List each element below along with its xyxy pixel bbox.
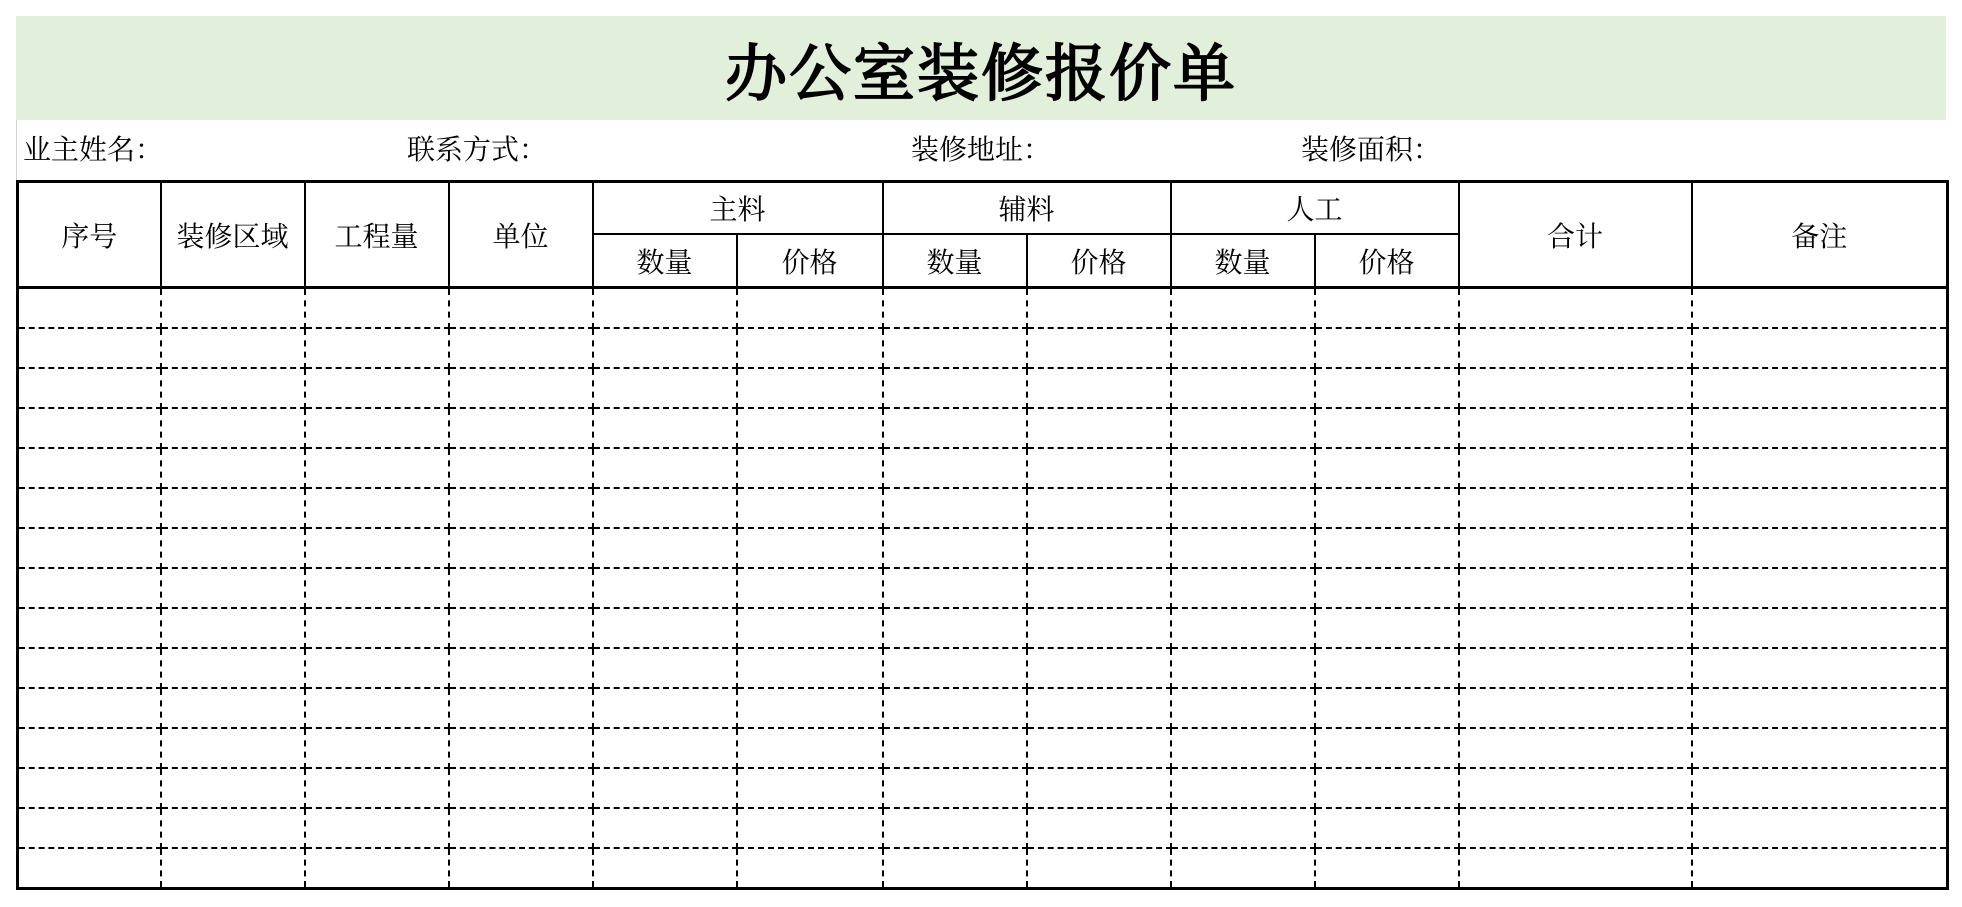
table-cell[interactable] (1315, 448, 1459, 488)
table-cell[interactable] (1171, 688, 1315, 728)
table-cell[interactable] (1692, 328, 1948, 368)
table-cell[interactable] (161, 688, 305, 728)
table-cell[interactable] (1692, 528, 1948, 568)
table-cell[interactable] (305, 448, 449, 488)
table-cell[interactable] (1027, 728, 1171, 768)
table-cell[interactable] (305, 768, 449, 808)
table-cell[interactable] (18, 728, 161, 768)
table-cell[interactable] (883, 728, 1027, 768)
table-cell[interactable] (1171, 728, 1315, 768)
table-cell[interactable] (161, 328, 305, 368)
info-row (16, 120, 1946, 180)
table-cell[interactable] (305, 328, 449, 368)
table-cell[interactable] (593, 688, 737, 728)
table-cell[interactable] (1692, 728, 1948, 768)
table-cell[interactable] (1692, 488, 1948, 528)
table-cell[interactable] (1315, 488, 1459, 528)
table-cell[interactable] (1459, 848, 1692, 889)
table-cell[interactable] (593, 728, 737, 768)
table-cell[interactable] (1315, 528, 1459, 568)
table-cell[interactable] (737, 728, 883, 768)
table-row (18, 368, 1948, 408)
table-cell[interactable] (1459, 328, 1692, 368)
header-labor-price: 价格 (1315, 234, 1459, 288)
owner-name-label: 业主姓名： (23, 133, 164, 166)
table-cell[interactable] (1171, 848, 1315, 889)
table-cell[interactable] (883, 528, 1027, 568)
table-cell[interactable] (737, 808, 883, 848)
table-cell[interactable] (737, 608, 883, 648)
table-cell[interactable] (1171, 528, 1315, 568)
table-cell[interactable] (737, 528, 883, 568)
table-cell[interactable] (305, 368, 449, 408)
table-cell[interactable] (883, 768, 1027, 808)
address-label: 装修地址： (911, 133, 1052, 166)
table-cell[interactable] (18, 288, 161, 329)
table-cell[interactable] (1692, 848, 1948, 889)
table-cell[interactable] (18, 808, 161, 848)
table-cell[interactable] (1692, 288, 1948, 329)
table-cell[interactable] (18, 568, 161, 608)
table-cell[interactable] (1315, 768, 1459, 808)
table-row (18, 848, 1948, 889)
table-cell[interactable] (18, 688, 161, 728)
table-row (18, 688, 1948, 728)
table-cell[interactable] (449, 288, 593, 329)
table-cell[interactable] (737, 328, 883, 368)
table-row (18, 728, 1948, 768)
header-remark: 备注 (1692, 182, 1948, 288)
table-cell[interactable] (1027, 288, 1171, 329)
table-cell[interactable] (449, 688, 593, 728)
quote-table (16, 180, 1949, 890)
table-cell[interactable] (305, 728, 449, 768)
table-cell[interactable] (883, 408, 1027, 448)
table-cell[interactable] (18, 368, 161, 408)
table-cell[interactable] (18, 448, 161, 488)
table-cell[interactable] (1459, 368, 1692, 408)
table-cell[interactable] (737, 568, 883, 608)
table-cell[interactable] (593, 848, 737, 889)
table-cell[interactable] (1027, 408, 1171, 448)
table-cell[interactable] (883, 368, 1027, 408)
table-cell[interactable] (883, 288, 1027, 329)
table-cell[interactable] (18, 648, 161, 688)
table-body (18, 288, 1948, 889)
table-cell[interactable] (1171, 808, 1315, 848)
table-cell[interactable] (883, 688, 1027, 728)
table-cell[interactable] (593, 528, 737, 568)
table-row (18, 768, 1948, 808)
table-cell[interactable] (1171, 368, 1315, 408)
table-cell[interactable] (1027, 488, 1171, 528)
table-cell[interactable] (1315, 328, 1459, 368)
table-cell[interactable] (449, 848, 593, 889)
table-cell[interactable] (737, 648, 883, 688)
table-cell[interactable] (449, 648, 593, 688)
table-cell[interactable] (161, 488, 305, 528)
table-cell[interactable] (593, 408, 737, 448)
table-row (18, 568, 1948, 608)
table-cell[interactable] (1315, 608, 1459, 648)
table-cell[interactable] (1459, 488, 1692, 528)
table-cell[interactable] (1692, 688, 1948, 728)
table-cell[interactable] (449, 528, 593, 568)
table-cell[interactable] (161, 448, 305, 488)
table-cell[interactable] (18, 408, 161, 448)
table-cell[interactable] (883, 328, 1027, 368)
table-cell[interactable] (161, 408, 305, 448)
table-cell[interactable] (1171, 768, 1315, 808)
table-cell[interactable] (449, 408, 593, 448)
table-cell[interactable] (593, 768, 737, 808)
area-label: 装修面积： (1301, 133, 1442, 166)
title-bar (16, 16, 1946, 120)
table-cell[interactable] (449, 768, 593, 808)
table-cell[interactable] (161, 568, 305, 608)
table-cell[interactable] (449, 568, 593, 608)
header-aux-material: 辅料 (883, 182, 1171, 235)
header-labor-qty: 数量 (1171, 234, 1315, 288)
header-main-price: 价格 (737, 234, 883, 288)
table-cell[interactable] (161, 368, 305, 408)
table-cell[interactable] (1171, 488, 1315, 528)
table-cell[interactable] (1315, 288, 1459, 329)
table-cell[interactable] (1692, 368, 1948, 408)
table-cell[interactable] (18, 768, 161, 808)
table-cell[interactable] (18, 848, 161, 889)
table-cell[interactable] (305, 408, 449, 448)
table-row (18, 448, 1948, 488)
table-cell[interactable] (161, 848, 305, 889)
table-cell[interactable] (1171, 568, 1315, 608)
table-cell[interactable] (1459, 728, 1692, 768)
table-cell[interactable] (1692, 768, 1948, 808)
table-row (18, 408, 1948, 448)
header-total: 合计 (1459, 182, 1692, 288)
table-cell[interactable] (1459, 448, 1692, 488)
table-cell[interactable] (1171, 408, 1315, 448)
header-quantity: 工程量 (305, 182, 449, 288)
table-cell[interactable] (883, 608, 1027, 648)
table-cell[interactable] (593, 448, 737, 488)
table-cell[interactable] (1027, 648, 1171, 688)
table-cell[interactable] (449, 368, 593, 408)
table-cell[interactable] (593, 288, 737, 329)
table-cell[interactable] (1315, 688, 1459, 728)
table-cell[interactable] (1459, 528, 1692, 568)
table-cell[interactable] (1315, 648, 1459, 688)
table-cell[interactable] (305, 688, 449, 728)
table-cell[interactable] (737, 408, 883, 448)
page-title: 办公室装修报价单 (724, 36, 1237, 110)
table-cell[interactable] (1459, 608, 1692, 648)
table-cell[interactable] (1459, 768, 1692, 808)
table-cell[interactable] (1459, 288, 1692, 329)
table-cell[interactable] (593, 368, 737, 408)
table-cell[interactable] (1315, 368, 1459, 408)
table-cell[interactable] (1027, 808, 1171, 848)
table-cell[interactable] (1459, 568, 1692, 608)
table-row (18, 608, 1948, 648)
header-seq: 序号 (18, 182, 161, 288)
table-cell[interactable] (305, 528, 449, 568)
header-unit: 单位 (449, 182, 593, 288)
table-cell[interactable] (1027, 528, 1171, 568)
table-cell[interactable] (737, 288, 883, 329)
table-cell[interactable] (883, 568, 1027, 608)
table-cell[interactable] (593, 608, 737, 648)
table-cell[interactable] (883, 488, 1027, 528)
table-cell[interactable] (593, 328, 737, 368)
table-row (18, 288, 1948, 329)
table-cell[interactable] (1315, 568, 1459, 608)
table-cell[interactable] (449, 728, 593, 768)
table-cell[interactable] (18, 608, 161, 648)
table-cell[interactable] (305, 848, 449, 889)
header-main-qty: 数量 (593, 234, 737, 288)
table-cell[interactable] (883, 648, 1027, 688)
table-row (18, 648, 1948, 688)
table-cell[interactable] (1692, 568, 1948, 608)
table-cell[interactable] (593, 808, 737, 848)
table-cell[interactable] (305, 808, 449, 848)
table-cell[interactable] (737, 848, 883, 889)
header-labor: 人工 (1171, 182, 1459, 235)
table-cell[interactable] (1315, 728, 1459, 768)
header-aux-price: 价格 (1027, 234, 1171, 288)
table-cell[interactable] (1692, 648, 1948, 688)
table-cell[interactable] (449, 808, 593, 848)
table-cell[interactable] (1171, 448, 1315, 488)
table-cell[interactable] (1315, 408, 1459, 448)
table-cell[interactable] (1027, 368, 1171, 408)
table-cell[interactable] (18, 528, 161, 568)
table-row (18, 328, 1948, 368)
table-row (18, 808, 1948, 848)
table-cell[interactable] (161, 728, 305, 768)
table-cell[interactable] (1171, 648, 1315, 688)
table-cell[interactable] (449, 448, 593, 488)
table-cell[interactable] (1027, 608, 1171, 648)
table-cell[interactable] (1171, 288, 1315, 329)
table-cell[interactable] (737, 488, 883, 528)
table-cell[interactable] (737, 448, 883, 488)
table-cell[interactable] (305, 568, 449, 608)
quote-sheet (16, 16, 1946, 890)
table-cell[interactable] (883, 808, 1027, 848)
table-cell[interactable] (305, 608, 449, 648)
table-cell[interactable] (1315, 808, 1459, 848)
table-cell[interactable] (161, 648, 305, 688)
contact-label: 联系方式： (407, 133, 548, 166)
table-cell[interactable] (161, 808, 305, 848)
table-cell[interactable] (737, 688, 883, 728)
table-cell[interactable] (593, 568, 737, 608)
table-cell[interactable] (161, 288, 305, 329)
table-cell[interactable] (1692, 408, 1948, 448)
table-cell[interactable] (305, 488, 449, 528)
table-cell[interactable] (1692, 448, 1948, 488)
table-cell[interactable] (1027, 328, 1171, 368)
table-cell[interactable] (1315, 848, 1459, 889)
table-cell[interactable] (449, 488, 593, 528)
table-cell[interactable] (161, 528, 305, 568)
table-cell[interactable] (737, 768, 883, 808)
table-cell[interactable] (161, 768, 305, 808)
header-region: 装修区域 (161, 182, 305, 288)
table-cell[interactable] (305, 648, 449, 688)
table-cell[interactable] (1027, 768, 1171, 808)
table-cell[interactable] (449, 608, 593, 648)
header-aux-qty: 数量 (883, 234, 1027, 288)
header-main-material: 主料 (593, 182, 883, 235)
table-cell[interactable] (1171, 608, 1315, 648)
table-cell[interactable] (1459, 688, 1692, 728)
table-cell[interactable] (737, 368, 883, 408)
table-cell[interactable] (1459, 648, 1692, 688)
table-cell[interactable] (1027, 568, 1171, 608)
table-cell[interactable] (1692, 608, 1948, 648)
table-cell[interactable] (161, 608, 305, 648)
table-cell[interactable] (1459, 808, 1692, 848)
table-cell[interactable] (1171, 328, 1315, 368)
table-cell[interactable] (1692, 808, 1948, 848)
table-cell[interactable] (18, 328, 161, 368)
table-cell[interactable] (883, 848, 1027, 889)
table-cell[interactable] (305, 288, 449, 329)
table-cell[interactable] (1027, 448, 1171, 488)
table-cell[interactable] (593, 648, 737, 688)
table-row (18, 488, 1948, 528)
table-cell[interactable] (18, 488, 161, 528)
table-cell[interactable] (1027, 688, 1171, 728)
table-cell[interactable] (449, 328, 593, 368)
table-cell[interactable] (1027, 848, 1171, 889)
table-row (18, 528, 1948, 568)
table-cell[interactable] (593, 488, 737, 528)
table-cell[interactable] (1459, 408, 1692, 448)
table-cell[interactable] (883, 448, 1027, 488)
